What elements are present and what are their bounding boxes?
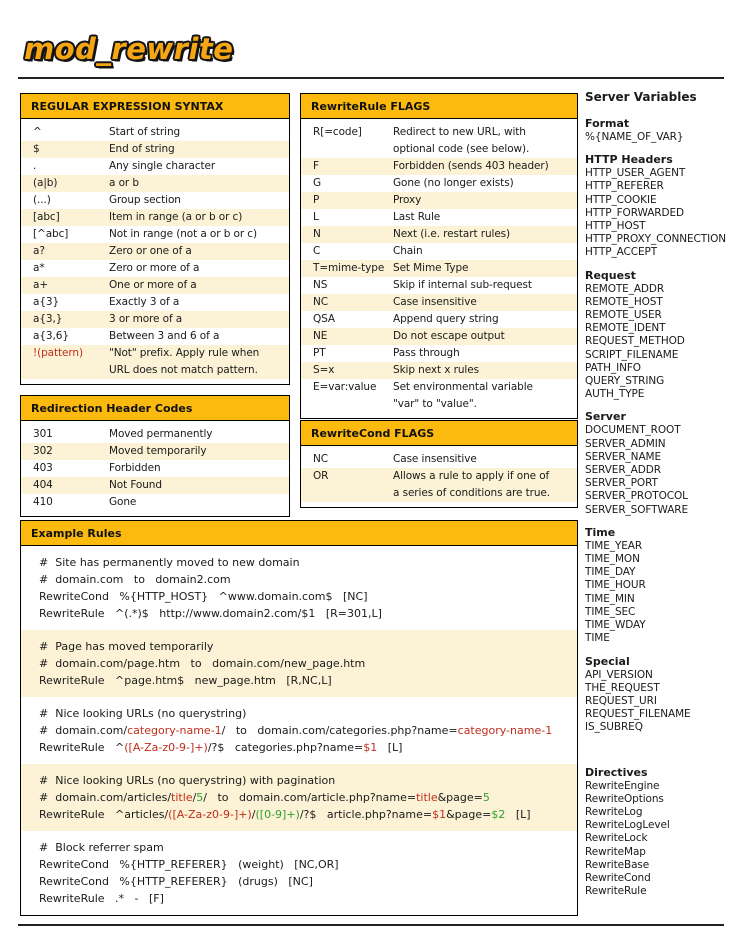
table-row bbox=[301, 124, 577, 158]
desc-cell bbox=[109, 209, 289, 226]
desc-cell bbox=[393, 192, 577, 209]
code-segment: RewriteRule ^articles/ bbox=[39, 808, 169, 821]
table-title: RewriteCond FLAGS bbox=[301, 421, 577, 446]
desc-line: Forbidden bbox=[109, 462, 161, 474]
table-row bbox=[21, 328, 289, 345]
code-segment: ([A-Za-z0-9-]+) bbox=[168, 808, 252, 821]
term-cell: R[=code] bbox=[313, 126, 362, 138]
desc-cell bbox=[393, 158, 577, 175]
code-segment: / to domain.com/article.php?name= bbox=[203, 791, 417, 804]
table-row bbox=[301, 226, 577, 243]
code-line bbox=[39, 722, 571, 739]
desc-line: Any single character bbox=[109, 160, 216, 172]
code-line bbox=[39, 554, 571, 571]
desc-line: Redirect to new URL, with bbox=[393, 126, 526, 138]
variable-item: REQUEST_METHOD bbox=[585, 335, 685, 348]
code-segment: title bbox=[171, 791, 193, 804]
code-line bbox=[39, 705, 571, 722]
term-cell: a{3,6} bbox=[33, 330, 69, 342]
variable-item: TIME_DAY bbox=[585, 566, 636, 579]
desc-cell bbox=[109, 226, 289, 243]
code-segment: # Site has permanently moved to new domain bbox=[39, 556, 300, 569]
example-rule-block bbox=[21, 831, 577, 915]
table-row bbox=[21, 426, 289, 443]
term-cell: !(pattern) bbox=[33, 347, 83, 359]
code-segment: [L] bbox=[377, 741, 403, 754]
table-title: REGULAR EXPRESSION SYNTAX bbox=[21, 94, 289, 119]
variable-item: REMOTE_USER bbox=[585, 309, 662, 322]
variable-item: TIME_YEAR bbox=[585, 539, 643, 552]
table-row bbox=[21, 175, 289, 192]
desc-cell bbox=[393, 379, 577, 413]
table-row bbox=[301, 243, 577, 260]
variable-item: TIME_HOUR bbox=[585, 579, 646, 592]
desc-cell bbox=[393, 226, 577, 243]
desc-line: Next (i.e. restart rules) bbox=[393, 228, 511, 240]
table-row bbox=[301, 468, 577, 502]
table-row bbox=[21, 460, 289, 477]
table-row bbox=[301, 328, 577, 345]
table-row bbox=[301, 277, 577, 294]
term-cell: N bbox=[313, 228, 321, 240]
desc-cell bbox=[393, 345, 577, 362]
desc-cell bbox=[393, 124, 577, 158]
desc-cell bbox=[109, 192, 289, 209]
code-line bbox=[39, 856, 571, 873]
server-variables-title: Server Variables bbox=[585, 90, 697, 104]
top-divider bbox=[18, 77, 724, 79]
code-segment: / bbox=[192, 791, 197, 804]
term-cell: F bbox=[313, 160, 319, 172]
desc-line: a series of conditions are true. bbox=[393, 487, 551, 499]
desc-cell bbox=[109, 294, 289, 311]
term-cell: 301 bbox=[33, 428, 53, 440]
section-heading: Server bbox=[585, 410, 626, 424]
variable-item: TIME_MIN bbox=[585, 592, 635, 605]
term-cell: 403 bbox=[33, 462, 53, 474]
code-segment: ([A-Za-z0-9-]+) bbox=[124, 741, 208, 754]
term-cell: G bbox=[313, 177, 322, 189]
term-cell: a? bbox=[33, 245, 45, 257]
code-segment: /?$ categories.php?name= bbox=[207, 741, 364, 754]
desc-line: Last Rule bbox=[393, 211, 441, 223]
term-cell: 410 bbox=[33, 496, 53, 508]
desc-line: Do not escape output bbox=[393, 330, 505, 342]
code-line bbox=[39, 739, 571, 756]
code-line bbox=[39, 655, 571, 672]
code-segment: / to domain.com/categories.php?name= bbox=[221, 724, 458, 737]
desc-cell bbox=[109, 460, 289, 477]
code-segment: RewriteCond %{HTTP_REFERER} (weight) [NC,OR] bbox=[39, 858, 339, 871]
desc-line: Skip next x rules bbox=[393, 364, 479, 376]
desc-cell bbox=[393, 468, 577, 502]
desc-cell bbox=[109, 328, 289, 345]
variable-item: RewriteMap bbox=[585, 845, 646, 858]
table-row bbox=[21, 158, 289, 175]
variable-item: SERVER_PROTOCOL bbox=[585, 490, 688, 503]
term-cell: [abc] bbox=[33, 211, 60, 223]
code-segment: / bbox=[251, 808, 256, 821]
code-line bbox=[39, 890, 571, 907]
code-segment: # domain.com/articles/ bbox=[39, 791, 172, 804]
variable-item: IS_SUBREQ bbox=[585, 721, 643, 734]
term-cell: a{3} bbox=[33, 296, 60, 308]
desc-cell bbox=[109, 311, 289, 328]
table-row bbox=[21, 294, 289, 311]
desc-line: Append query string bbox=[393, 313, 499, 325]
desc-line: Gone bbox=[109, 496, 137, 508]
code-segment: category-name-1 bbox=[127, 724, 222, 737]
code-segment: RewriteCond %{HTTP_REFERER} (drugs) [NC] bbox=[39, 875, 313, 888]
code-segment: # domain.com/ bbox=[39, 724, 128, 737]
term-cell: 302 bbox=[33, 445, 53, 457]
table-row bbox=[21, 494, 289, 511]
term-cell: . bbox=[33, 160, 37, 172]
section-heading: Time bbox=[585, 525, 616, 539]
term-cell: QSA bbox=[313, 313, 336, 325]
page-title: mod_rewrite bbox=[24, 32, 234, 66]
code-line bbox=[39, 839, 571, 856]
desc-cell bbox=[109, 141, 289, 158]
code-line bbox=[39, 672, 571, 689]
desc-line: "Not" prefix. Apply rule when bbox=[109, 347, 260, 359]
table-row bbox=[301, 379, 577, 413]
desc-cell bbox=[109, 158, 289, 175]
code-segment: # domain.com to domain2.com bbox=[39, 573, 231, 586]
table-row bbox=[301, 362, 577, 379]
desc-line: "var" to "value". bbox=[393, 398, 477, 410]
code-segment: [L] bbox=[505, 808, 531, 821]
rewrite-rule-flags-table bbox=[300, 93, 578, 419]
desc-cell bbox=[393, 277, 577, 294]
code-segment: RewriteRule ^(.*)$ http://www.domain2.com/$1 [R=301,L] bbox=[39, 607, 382, 620]
code-segment: RewriteCond %{HTTP_HOST} ^www.domain.com$ [NC] bbox=[39, 590, 368, 603]
desc-line: Start of string bbox=[109, 126, 181, 138]
example-rules-title: Example Rules bbox=[21, 521, 577, 546]
example-rule-block bbox=[21, 764, 577, 831]
desc-line: Skip if internal sub-request bbox=[393, 279, 532, 291]
desc-line: One or more of a bbox=[109, 279, 197, 291]
variable-item: SERVER_NAME bbox=[585, 450, 662, 463]
table-row bbox=[301, 175, 577, 192]
table-row bbox=[21, 345, 289, 379]
desc-line: Case insensitive bbox=[393, 296, 477, 308]
variable-item: SERVER_PORT bbox=[585, 477, 658, 490]
code-segment: RewriteRule ^page.htm$ new_page.htm [R,NC,L] bbox=[39, 674, 332, 687]
term-cell: PT bbox=[313, 347, 326, 359]
desc-cell bbox=[109, 426, 289, 443]
code-segment: &page= bbox=[446, 808, 492, 821]
code-line bbox=[39, 638, 571, 655]
variable-item: AUTH_TYPE bbox=[585, 388, 645, 401]
section-heading: Format bbox=[585, 117, 630, 130]
desc-line: Set Mime Type bbox=[393, 262, 469, 274]
code-segment: title bbox=[416, 791, 438, 804]
server-variables-column bbox=[585, 90, 741, 898]
variable-item: RewriteBase bbox=[585, 858, 650, 871]
rewrite-cond-flags-table bbox=[300, 420, 578, 508]
term-cell: E=var:value bbox=[313, 381, 377, 393]
code-segment: RewriteRule .* - [F] bbox=[39, 892, 164, 905]
section-heading: HTTP Headers bbox=[585, 153, 673, 167]
code-line bbox=[39, 789, 571, 806]
variable-item: HTTP_HOST bbox=[585, 220, 646, 233]
table-body bbox=[21, 421, 289, 516]
desc-cell bbox=[109, 175, 289, 192]
desc-line: 3 or more of a bbox=[109, 313, 183, 325]
desc-line: Zero or one of a bbox=[109, 245, 192, 257]
table-row bbox=[301, 451, 577, 468]
variable-item: DOCUMENT_ROOT bbox=[585, 424, 681, 437]
desc-line: Set environmental variable bbox=[393, 381, 533, 393]
desc-cell bbox=[393, 451, 577, 468]
table-body bbox=[301, 119, 577, 418]
desc-line: Item in range (a or b or c) bbox=[109, 211, 243, 223]
desc-line: Case insensitive bbox=[393, 453, 477, 465]
code-segment: category-name-1 bbox=[457, 724, 553, 737]
section-heading: Request bbox=[585, 268, 636, 282]
term-cell: C bbox=[313, 245, 321, 257]
desc-cell bbox=[109, 345, 289, 379]
term-cell: $ bbox=[33, 143, 40, 155]
desc-cell bbox=[109, 494, 289, 511]
desc-line: Group section bbox=[109, 194, 181, 206]
term-cell: ^ bbox=[33, 126, 42, 138]
regex-syntax-table bbox=[20, 93, 290, 385]
desc-cell bbox=[393, 209, 577, 226]
example-rule-block bbox=[21, 546, 577, 630]
term-cell: 404 bbox=[33, 479, 53, 491]
table-row bbox=[301, 209, 577, 226]
desc-cell bbox=[393, 243, 577, 260]
desc-cell bbox=[393, 260, 577, 277]
desc-cell bbox=[109, 277, 289, 294]
code-segment: RewriteRule ^ bbox=[39, 741, 125, 754]
code-segment: ([0-9]+) bbox=[255, 808, 300, 821]
variable-item: REMOTE_ADDR bbox=[585, 282, 665, 295]
table-row bbox=[21, 477, 289, 494]
code-line bbox=[39, 588, 571, 605]
table-row bbox=[21, 141, 289, 158]
code-line bbox=[39, 806, 571, 823]
desc-cell bbox=[393, 294, 577, 311]
term-cell: a{3,} bbox=[33, 313, 63, 325]
table-row bbox=[21, 226, 289, 243]
table-body bbox=[301, 446, 577, 507]
term-cell: a+ bbox=[33, 279, 49, 291]
table-title: RewriteRule FLAGS bbox=[301, 94, 577, 119]
variable-item: HTTP_ACCEPT bbox=[585, 246, 658, 259]
variable-item: TIME bbox=[585, 632, 610, 645]
table-row bbox=[21, 311, 289, 328]
table-body bbox=[21, 119, 289, 384]
variable-item: SERVER_ADMIN bbox=[585, 437, 666, 450]
variable-item: PATH_INFO bbox=[585, 361, 641, 374]
variable-item: RewriteLogLevel bbox=[585, 819, 670, 832]
term-cell: L bbox=[313, 211, 319, 223]
table-row bbox=[21, 209, 289, 226]
desc-cell bbox=[109, 124, 289, 141]
variable-item: TIME_WDAY bbox=[585, 619, 646, 632]
variable-item: REQUEST_FILENAME bbox=[585, 708, 691, 721]
term-cell: (...) bbox=[33, 194, 51, 206]
desc-cell bbox=[109, 243, 289, 260]
variable-item: %{NAME_OF_VAR} bbox=[585, 131, 684, 143]
variable-item: SERVER_ADDR bbox=[585, 464, 661, 477]
table-row bbox=[21, 243, 289, 260]
table-title: Redirection Header Codes bbox=[21, 396, 289, 421]
desc-line: Moved permanently bbox=[109, 428, 213, 440]
term-cell: [^abc] bbox=[33, 228, 69, 240]
variable-item: TIME_MON bbox=[585, 553, 640, 566]
table-row bbox=[21, 277, 289, 294]
code-line bbox=[39, 772, 571, 789]
table-row bbox=[21, 124, 289, 141]
variable-item: RewriteOptions bbox=[585, 792, 664, 805]
term-cell: P bbox=[313, 194, 320, 206]
desc-cell bbox=[393, 328, 577, 345]
desc-line: Allows a rule to apply if one of bbox=[393, 470, 550, 482]
table-row bbox=[21, 443, 289, 460]
code-segment: 5 bbox=[196, 791, 204, 804]
desc-line: Between 3 and 6 of a bbox=[109, 330, 220, 342]
desc-cell bbox=[109, 260, 289, 277]
desc-line: Moved temporarily bbox=[109, 445, 207, 457]
term-cell: NS bbox=[313, 279, 328, 291]
variable-item: SCRIPT_FILENAME bbox=[585, 348, 679, 361]
variable-item: REQUEST_URI bbox=[585, 694, 657, 707]
table-row bbox=[21, 260, 289, 277]
desc-line: Gone (no longer exists) bbox=[393, 177, 514, 189]
term-cell: (a|b) bbox=[33, 177, 58, 189]
code-segment: # Page has moved temporarily bbox=[39, 640, 214, 653]
desc-line: a or b bbox=[109, 177, 139, 189]
variable-item: HTTP_REFERER bbox=[585, 180, 664, 193]
bottom-divider bbox=[18, 924, 724, 926]
code-segment: 5 bbox=[482, 791, 490, 804]
code-segment: /?$ article.php?name= bbox=[299, 808, 433, 821]
variable-item: THE_REQUEST bbox=[585, 681, 660, 694]
variable-item: RewriteCond bbox=[585, 871, 651, 884]
variable-item: RewriteRule bbox=[585, 885, 647, 898]
desc-cell bbox=[109, 477, 289, 494]
code-segment: # Nice looking URLs (no querystring) bbox=[39, 707, 247, 720]
variable-item: HTTP_PROXY_CONNECTION bbox=[585, 233, 726, 246]
variable-item: HTTP_COOKIE bbox=[585, 193, 657, 206]
code-segment: $2 bbox=[491, 808, 506, 821]
example-rule-block bbox=[21, 697, 577, 764]
desc-line: Forbidden (sends 403 header) bbox=[393, 160, 549, 172]
code-segment: $1 bbox=[432, 808, 447, 821]
redirect-codes-table bbox=[20, 395, 290, 517]
desc-cell bbox=[393, 311, 577, 328]
variable-item: HTTP_USER_AGENT bbox=[585, 167, 686, 180]
desc-line: Not Found bbox=[109, 479, 162, 491]
section-heading: Directives bbox=[585, 765, 648, 779]
variable-item: RewriteLog bbox=[585, 805, 643, 818]
desc-line: End of string bbox=[109, 143, 175, 155]
example-rules-box bbox=[20, 520, 578, 916]
desc-cell bbox=[393, 362, 577, 379]
example-rule-block bbox=[21, 630, 577, 697]
term-cell: T=mime-type bbox=[313, 262, 385, 274]
variable-item: QUERY_STRING bbox=[585, 375, 665, 388]
table-row bbox=[301, 192, 577, 209]
desc-line: Pass through bbox=[393, 347, 460, 359]
term-cell: NC bbox=[313, 453, 328, 465]
desc-cell bbox=[393, 175, 577, 192]
variable-item: TIME_SEC bbox=[585, 605, 636, 618]
variable-item: REMOTE_HOST bbox=[585, 295, 663, 308]
desc-cell bbox=[109, 443, 289, 460]
desc-line: Proxy bbox=[393, 194, 422, 206]
desc-line: Exactly 3 of a bbox=[109, 296, 180, 308]
desc-line: Chain bbox=[393, 245, 423, 257]
code-segment: # Nice looking URLs (no querystring) with pagination bbox=[39, 774, 336, 787]
desc-line: Zero or more of a bbox=[109, 262, 200, 274]
desc-line: URL does not match pattern. bbox=[109, 364, 258, 376]
table-row bbox=[301, 311, 577, 328]
variable-item: RewriteLock bbox=[585, 832, 648, 845]
variable-item: SERVER_SOFTWARE bbox=[585, 503, 689, 516]
table-row bbox=[301, 158, 577, 175]
term-cell: a* bbox=[33, 262, 45, 274]
code-segment: # Block referrer spam bbox=[39, 841, 164, 854]
code-line bbox=[39, 571, 571, 588]
table-row bbox=[301, 345, 577, 362]
term-cell: S=x bbox=[313, 364, 335, 376]
desc-line: Not in range (not a or b or c) bbox=[109, 228, 257, 240]
code-line bbox=[39, 873, 571, 890]
code-segment: $1 bbox=[363, 741, 378, 754]
variable-item: API_VERSION bbox=[585, 668, 653, 681]
term-cell: NC bbox=[313, 296, 328, 308]
code-segment: &page= bbox=[437, 791, 483, 804]
variable-item: RewriteEngine bbox=[585, 779, 660, 792]
variable-item: HTTP_FORWARDED bbox=[585, 206, 684, 219]
term-cell: NE bbox=[313, 330, 328, 342]
desc-line: optional code (see below). bbox=[393, 143, 530, 155]
variable-item: REMOTE_IDENT bbox=[585, 322, 666, 335]
term-cell: OR bbox=[313, 470, 329, 482]
code-line bbox=[39, 605, 571, 622]
code-segment: # domain.com/page.htm to domain.com/new_page.htm bbox=[39, 657, 366, 670]
table-row bbox=[301, 294, 577, 311]
table-row bbox=[21, 192, 289, 209]
table-row bbox=[301, 260, 577, 277]
section-heading: Special bbox=[585, 654, 630, 668]
